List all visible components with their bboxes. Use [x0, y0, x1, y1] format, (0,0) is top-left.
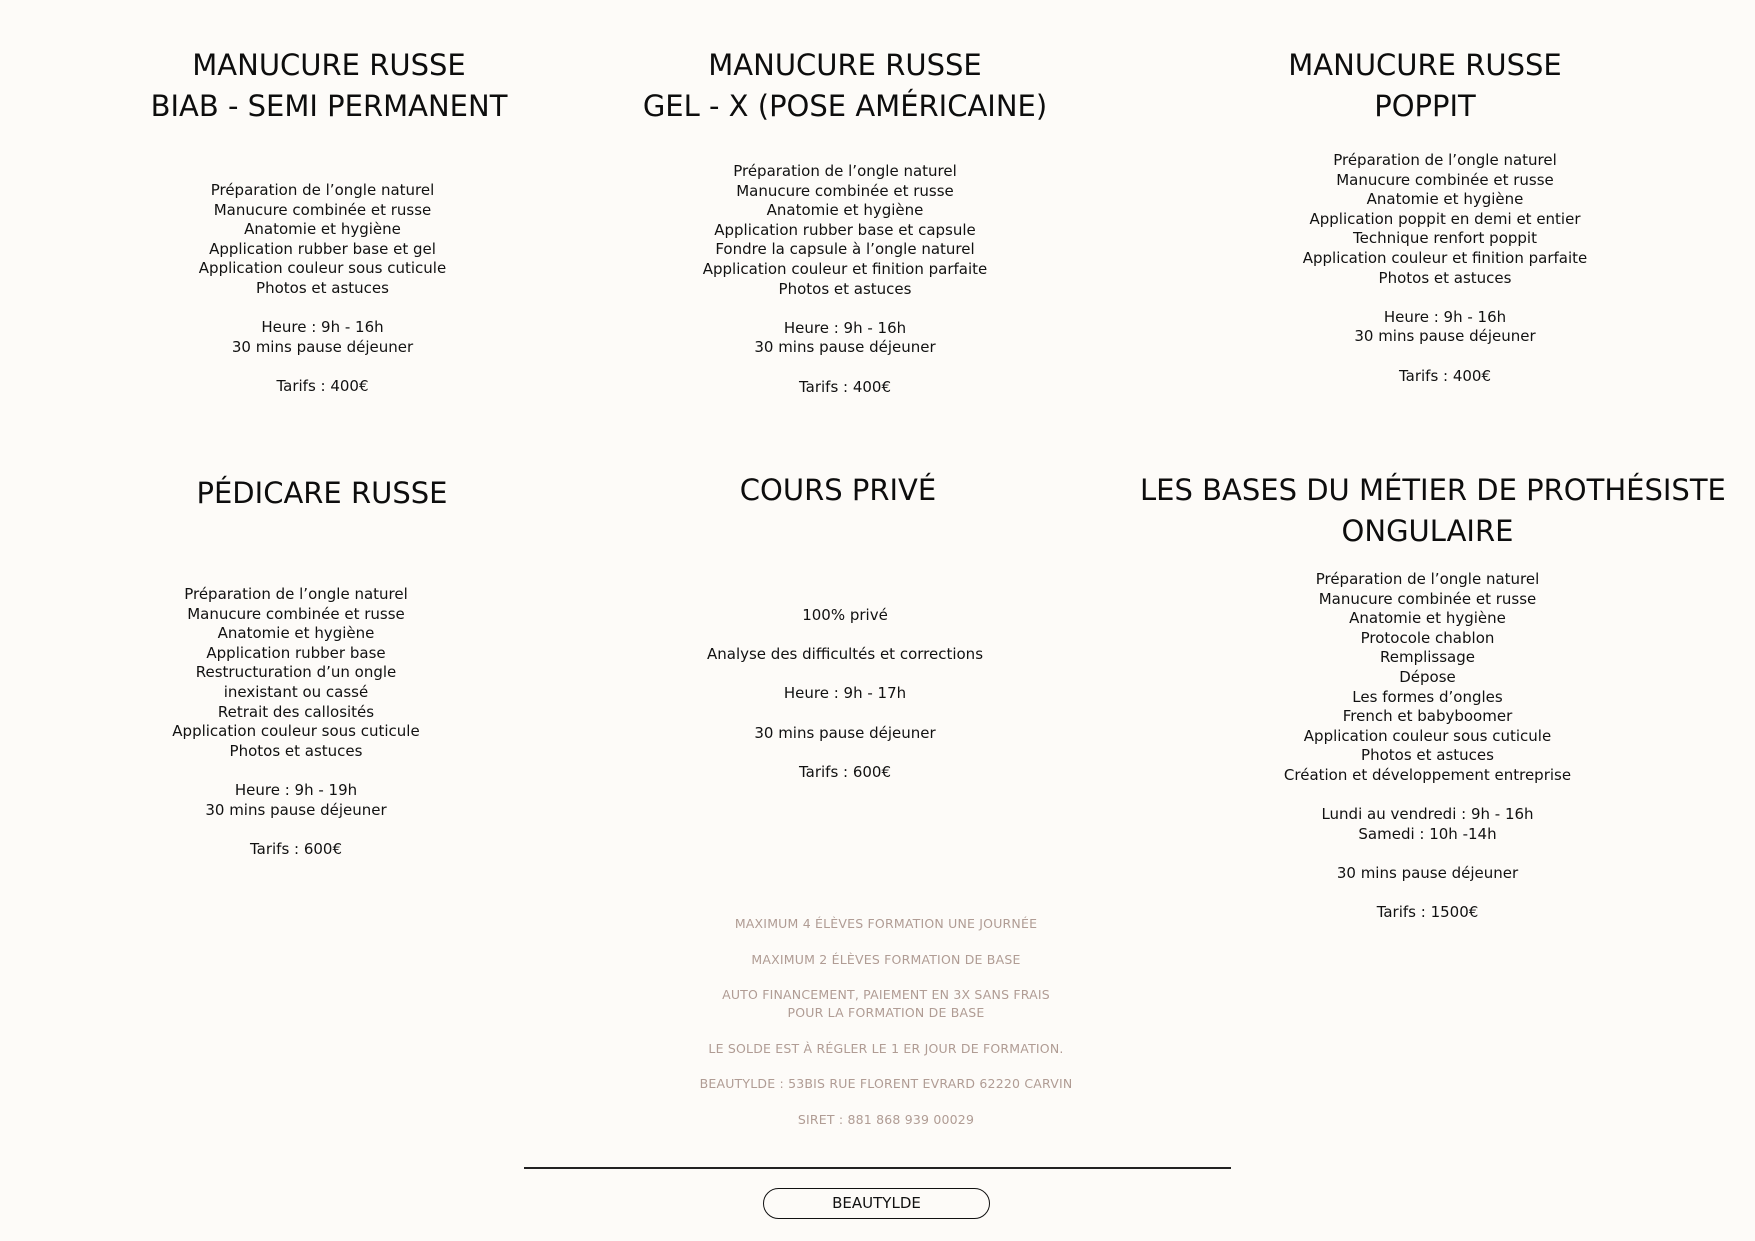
- conditions-notes: [640, 915, 1132, 1129]
- price-text: Tarifs : 1500€: [1376, 903, 1479, 922]
- list-item: Photos et astuces: [1361, 746, 1494, 765]
- list-item: Application couleur sous cuticule: [172, 722, 420, 741]
- section-content-poppit: [1290, 151, 1600, 386]
- list-item: Anatomie et hygiène: [1366, 190, 1524, 209]
- list-item: Préparation de l’ongle naturel: [1315, 570, 1540, 588]
- list-item: Technique renfort poppit: [1353, 229, 1537, 248]
- section-content-cours-prive: [690, 606, 1000, 782]
- list-item: Application rubber base et capsule: [714, 220, 976, 239]
- list-item: Création et développement entreprise: [1283, 765, 1572, 784]
- list-item: Analyse des difficultés et corrections: [706, 645, 984, 664]
- price-text: Tarifs : 400€: [798, 377, 892, 396]
- price-text: Tarifs : 400€: [1398, 366, 1492, 385]
- list-item: Application rubber base et gel: [209, 239, 436, 258]
- hours-text: Heure : 9h - 17h: [783, 684, 907, 703]
- section-content-bases: [1270, 570, 1585, 923]
- section-title-line: MANUCURE RUSSE: [192, 48, 466, 82]
- section-title-gel-x: [630, 45, 1060, 127]
- section-title-biab: [128, 45, 530, 127]
- brand-badge: BEAUTYLDE: [763, 1188, 990, 1219]
- list-item: Protocole chablon: [1360, 628, 1495, 647]
- list-item: Préparation de l’ongle naturel: [210, 181, 435, 199]
- note-siret: SIRET : 881 868 939 00029: [797, 1111, 975, 1127]
- break-text: 30 mins pause déjeuner: [205, 800, 387, 819]
- price-text: Tarifs : 400€: [276, 376, 369, 395]
- note-financing-detail: POUR LA FORMATION DE BASE: [787, 1005, 985, 1020]
- list-item: inexistant ou cassé: [223, 682, 369, 701]
- list-item: Les formes d’ongles: [1352, 687, 1503, 706]
- price-text: Tarifs : 600€: [798, 762, 892, 781]
- break-text: 30 mins pause déjeuner: [754, 723, 936, 742]
- section-title-cours-prive: [698, 470, 978, 511]
- list-item: Manucure combinée et russe: [736, 181, 954, 200]
- section-title-line: GEL - X (POSE AMÉRICAINE): [642, 89, 1048, 123]
- list-item: Application rubber base: [206, 643, 386, 662]
- list-item: Préparation de l’ongle naturel: [184, 585, 408, 603]
- break-text: 30 mins pause déjeuner: [1354, 327, 1536, 346]
- list-item: Photos et astuces: [229, 741, 363, 760]
- hours-text: Heure : 9h - 19h: [234, 780, 358, 799]
- hours-text: Samedi : 10h -14h: [1358, 824, 1497, 843]
- list-item: Application couleur sous cuticule: [1303, 726, 1552, 745]
- hours-text: Lundi au vendredi : 9h - 16h: [1321, 805, 1534, 824]
- list-item: Anatomie et hygiène: [217, 624, 375, 643]
- list-item: Application couleur et finition parfaite: [1302, 248, 1588, 267]
- break-text: 30 mins pause déjeuner: [231, 337, 414, 356]
- list-item: Photos et astuces: [256, 278, 389, 297]
- hours-text: Heure : 9h - 16h: [261, 318, 384, 337]
- price-text: Tarifs : 600€: [249, 839, 343, 858]
- section-content-biab: [180, 181, 465, 397]
- list-item: Manucure combinée et russe: [1336, 170, 1554, 189]
- list-item: Manucure combinée et russe: [1318, 589, 1537, 608]
- section-title-poppit: [1240, 45, 1610, 127]
- section-content-gel-x: [690, 162, 1000, 397]
- hours-text: Heure : 9h - 16h: [1383, 307, 1507, 326]
- section-title-line: BIAB - SEMI PERMANENT: [150, 89, 508, 123]
- list-item: Application poppit en demi et entier: [1309, 209, 1581, 228]
- note-address: BEAUTYLDE : 53BIS RUE FLORENT EVRARD 62220 CARVIN: [699, 1076, 1073, 1091]
- list-item: Photos et astuces: [1378, 268, 1512, 287]
- list-item: Photos et astuces: [778, 279, 912, 298]
- list-item: Préparation de l’ongle naturel: [1333, 151, 1557, 169]
- list-item: Restructuration d’un ongle: [195, 663, 397, 682]
- list-item: Anatomie et hygiène: [1349, 609, 1506, 628]
- footer-divider: [524, 1167, 1231, 1169]
- section-title-line: LES BASES DU MÉTIER DE PROTHÉSISTE: [1140, 473, 1726, 507]
- section-content-pedicare: [155, 585, 437, 859]
- list-item: Remplissage: [1379, 648, 1476, 667]
- section-title-line: POPPIT: [1374, 89, 1476, 123]
- break-text: 30 mins pause déjeuner: [1336, 863, 1519, 882]
- list-item: Application couleur sous cuticule: [198, 259, 447, 278]
- list-item: Fondre la capsule à l’ongle naturel: [715, 240, 975, 259]
- list-item: Retrait des callosités: [217, 702, 375, 721]
- section-title-line: MANUCURE RUSSE: [708, 48, 982, 82]
- section-title-line: MANUCURE RUSSE: [1288, 48, 1562, 82]
- section-title-pedicare: [162, 473, 482, 514]
- list-item: Manucure combinée et russe: [213, 200, 432, 219]
- section-title-line: COURS PRIVÉ: [739, 473, 937, 507]
- hours-text: Heure : 9h - 16h: [783, 318, 907, 337]
- list-item: Anatomie et hygiène: [766, 201, 924, 220]
- list-item: Dépose: [1399, 667, 1456, 686]
- list-item: Préparation de l’ongle naturel: [733, 162, 957, 180]
- section-title-line: PÉDICARE RUSSE: [196, 476, 448, 510]
- note-max-students-base: MAXIMUM 2 ÉLÈVES FORMATION DE BASE: [751, 951, 1021, 967]
- note-financing: AUTO FINANCEMENT, PAIEMENT EN 3X SANS FRAIS: [722, 987, 1050, 1002]
- list-item: French et babyboomer: [1342, 707, 1513, 726]
- list-item: Application couleur et finition parfaite: [702, 259, 988, 278]
- list-item: 100% privé: [802, 606, 888, 624]
- list-item: Manucure combinée et russe: [187, 604, 405, 623]
- break-text: 30 mins pause déjeuner: [754, 338, 936, 357]
- list-item: Anatomie et hygiène: [244, 220, 401, 239]
- section-title-bases: [1140, 470, 1726, 552]
- note-max-students-day: MAXIMUM 4 ÉLÈVES FORMATION UNE JOURNÉE: [734, 916, 1038, 931]
- section-title-line: ONGULAIRE: [1341, 514, 1514, 548]
- note-balance: LE SOLDE EST À RÉGLER LE 1 ER JOUR DE FORMATION.: [708, 1040, 1064, 1056]
